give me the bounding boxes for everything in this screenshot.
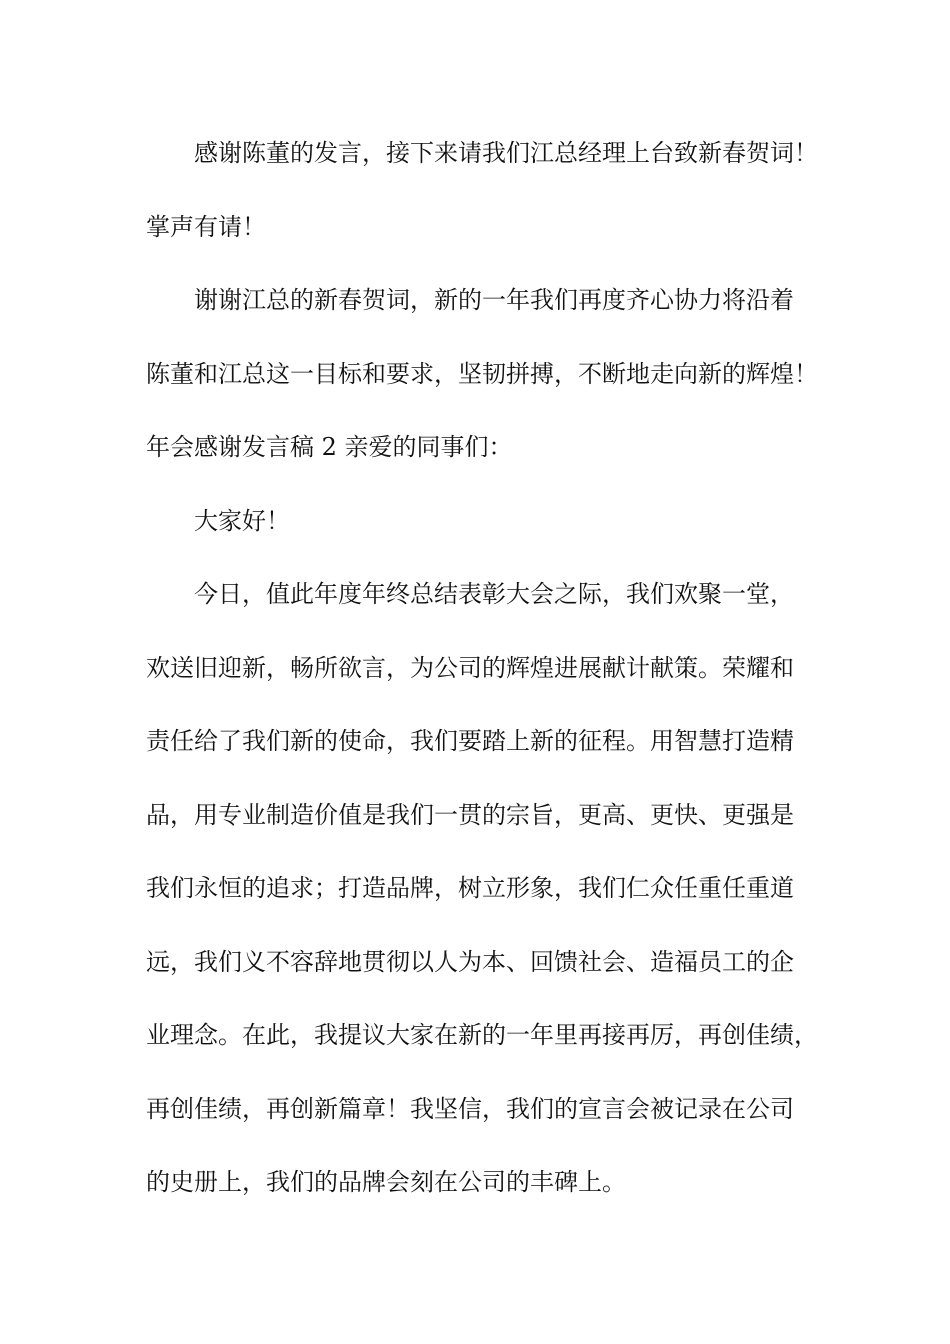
paragraph-line: 掌声有请！ bbox=[146, 212, 266, 241]
paragraph-line: 远，我们义不容辞地贯彻以人为本、回馈社会、造福员工的企 bbox=[146, 947, 794, 976]
section-heading-line: 年会感谢发言稿 2 亲爱的同事们： bbox=[146, 433, 513, 461]
paragraph-line: 我们永恒的追求；打造品牌，树立形象，我们仁众任重任重道 bbox=[146, 874, 794, 902]
paragraph-line: 谢谢江总的新春贺词，新的一年我们再度齐心协力将沿着 bbox=[194, 286, 794, 314]
paragraph-line: 欢送旧迎新，畅所欲言，为公司的辉煌进展献计献策。荣耀和 bbox=[146, 653, 794, 682]
paragraph-line: 品，用专业制造价值是我们一贯的宗旨，更高、更快、更强是 bbox=[146, 800, 794, 829]
paragraph-line: 再创佳绩，再创新篇章！我坚信，我们的宣言会被记录在公司 bbox=[146, 1094, 794, 1123]
paragraph-line: 的史册上，我们的品牌会刻在公司的丰碑上。 bbox=[146, 1168, 626, 1196]
paragraph-line: 责任给了我们新的使命，我们要踏上新的征程。用智慧打造精 bbox=[146, 727, 794, 755]
paragraph-line: 感谢陈董的发言，接下来请我们江总经理上台致新春贺词！ bbox=[194, 139, 818, 167]
greeting-line: 大家好！ bbox=[194, 506, 290, 535]
paragraph-line: 业理念。在此，我提议大家在新的一年里再接再厉，再创佳绩， bbox=[146, 1021, 818, 1049]
paragraph-line: 陈董和江总这一目标和要求，坚韧拼搏，不断地走向新的辉煌！ bbox=[146, 359, 818, 388]
paragraph-line: 今日，值此年度年终总结表彰大会之际，我们欢聚一堂， bbox=[194, 580, 794, 608]
document-body bbox=[146, 128, 846, 1231]
